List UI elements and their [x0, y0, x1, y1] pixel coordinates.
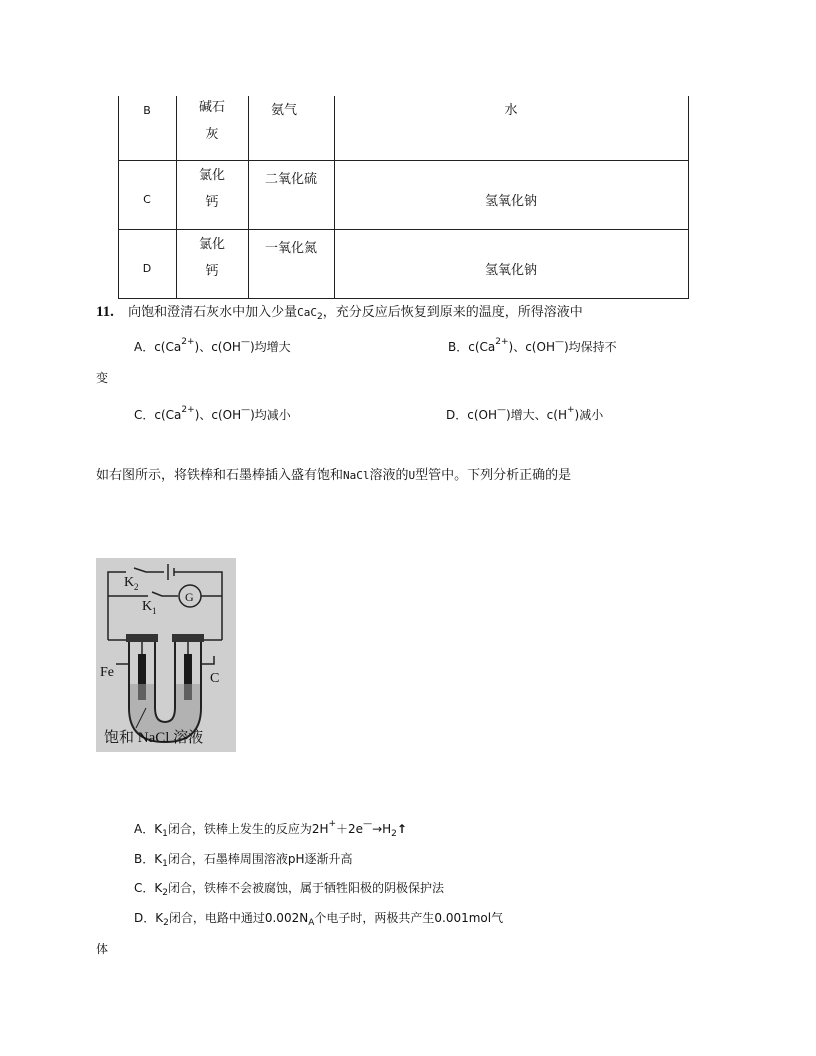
k1-label: K — [142, 599, 153, 614]
q12-option-b: B．$K_1$闭合，石墨棒周围溶液pH逐渐升高 — [134, 852, 353, 869]
svg-text:2: 2 — [134, 582, 139, 592]
answer-table — [118, 96, 689, 299]
q11-option-b: B．$c(Ca^{2+})$、c(OH—)均保持不 — [448, 337, 617, 354]
row-b-absorbent: 水 — [504, 103, 518, 118]
row-c-absorbent: 氢氧化钠 — [484, 194, 537, 209]
q12-stem: 如右图所示，将铁棒和石墨棒插入盛有饱和NaCl溶液的U型管中。下列分析正确的是 — [96, 468, 572, 483]
row-d-gas: 一氧化氮 — [264, 241, 317, 256]
k2-label: K — [124, 575, 135, 590]
c-electrode-label: C — [210, 671, 220, 686]
q11-stem: 11. 向饱和澄清石灰水中加入少量CaC$_2$，充分反应后恢复到原来的温度，所得溶液中 — [96, 304, 583, 322]
q11-option-c: C．$c(Ca^{2+})$、c(OH—)均减小 — [134, 405, 291, 422]
fe-electrode-label: Fe — [100, 665, 114, 680]
q12-option-a: A．$K_1$闭合，铁棒上发生的反应为$2H^++2e^—\to H_2↑$ — [134, 819, 407, 839]
q12-option-c: C．$K_2$闭合，铁棒不会被腐蚀，属于牺牲阳极的阴极保护法 — [134, 881, 444, 898]
row-d-label: D — [142, 262, 152, 275]
u-tube-electrolysis-figure — [96, 558, 236, 752]
row-d-drying-agent: 氯化 钙 — [198, 237, 225, 279]
q11-option-b-wrap: 变 — [96, 371, 109, 385]
q11-option-d: D．c(OH—)增大、c(H+)减小 — [446, 405, 604, 422]
q11-number: 11. — [96, 304, 114, 320]
q12-option-d-wrap: 体 — [96, 942, 109, 956]
row-b-drying-agent: 碱石 灰 — [198, 100, 225, 142]
row-c-label: C — [143, 193, 151, 206]
row-c-drying-agent: 氯化 钙 — [198, 168, 225, 210]
row-c-gas: 二氧化硫 — [264, 172, 317, 187]
row-d-absorbent: 氢氧化钠 — [484, 263, 537, 278]
q11-option-a: A．$c(Ca^{2+})$、c(OH—)均增大 — [134, 337, 291, 354]
row-b-label: B — [143, 104, 151, 117]
svg-text:1: 1 — [152, 606, 157, 616]
row-b-gas: 氨气 — [270, 103, 297, 118]
galvanometer-label: G — [185, 590, 194, 604]
q12-option-d: D．$K_2$闭合，电路中通过$0.002N_A$个电子时，两极共产生0.001mol气 — [134, 911, 504, 928]
figure-caption: 饱和 NaCl 溶液 — [104, 730, 204, 746]
